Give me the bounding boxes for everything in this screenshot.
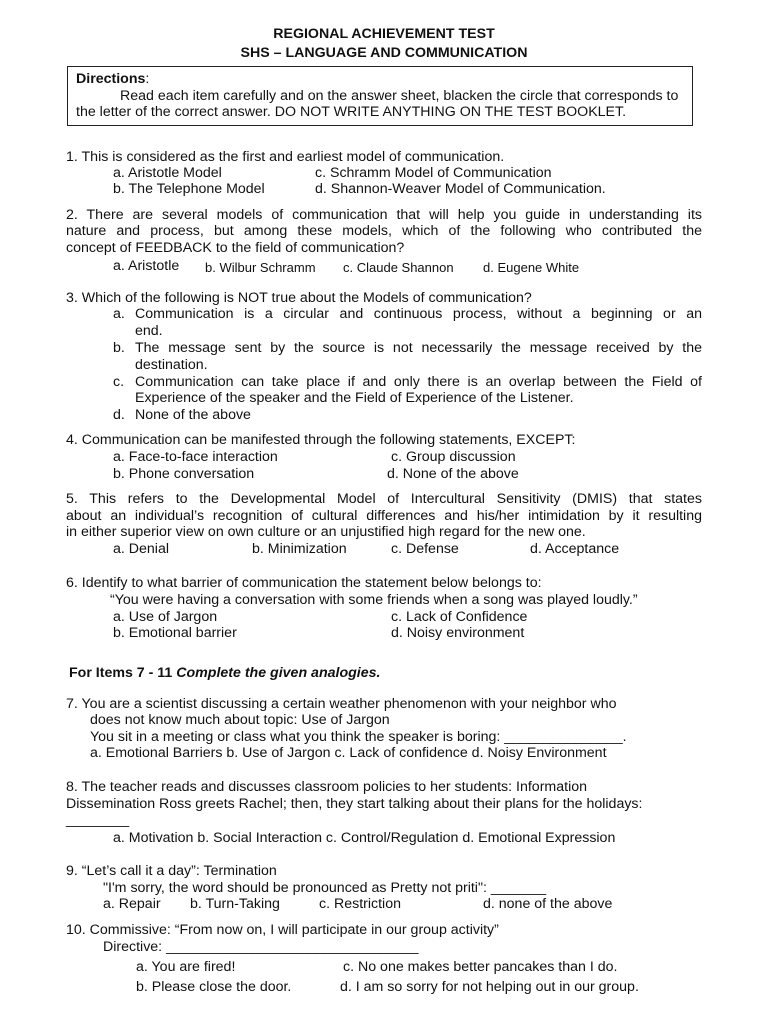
question-7-line-1: 7. You are a scientist discussing a certain weather phenomenon with your neighbor who — [66, 696, 617, 712]
directions-line-1: Read each item carefully and on the answer sheet, blacken the circle that corresponds to — [120, 88, 679, 104]
directions-label: Directions: — [76, 71, 150, 87]
question-8-line-3: ________ — [66, 812, 130, 828]
question-3-option-a-line-2: end. — [135, 323, 163, 339]
question-6-quote: “You were having a conversation with some friends when a song was played loudly.” — [110, 592, 638, 608]
question-7-line-2: does not know much about topic: Use of Jargon — [90, 712, 390, 728]
question-10-line-1: 10. Commissive: “From now on, I will participate in our group activity” — [66, 922, 499, 938]
question-3-option-b-line-1: The message sent by the source is not necessarily the message received by the — [135, 340, 702, 356]
question-8-line-2: Dissemination Ross greets Rachel; then, they start talking about their plans for the holidays: — [66, 796, 643, 812]
question-5-option-a: a. Denial — [113, 541, 169, 557]
question-3-option-b-line-2: destination. — [135, 357, 208, 373]
question-9-option-d: d. none of the above — [483, 896, 613, 912]
question-1-option-d: d. Shannon-Weaver Model of Communication. — [315, 181, 606, 197]
question-10-option-c: c. No one makes better pancakes than I do. — [343, 959, 618, 975]
question-5-line-2: about an individual’s recognition of cultural differences and his/her intimidation by it resulting — [66, 508, 702, 524]
question-1-option-c: c. Schramm Model of Communication — [315, 165, 552, 181]
question-1-option-a: a. Aristotle Model — [113, 165, 222, 181]
question-9-option-a: a. Repair — [103, 896, 161, 912]
question-5-option-d: d. Acceptance — [530, 541, 620, 557]
question-2-option-a: a. Aristotle — [113, 258, 180, 274]
question-3-option-c-line-2: Experience of the speaker and the Field of Experience of the Listener. — [135, 390, 574, 406]
question-6-option-a: a. Use of Jargon — [113, 609, 218, 625]
question-9-option-b: b. Turn-Taking — [190, 896, 280, 912]
question-2-option-b: b. Wilbur Schramm — [205, 260, 316, 275]
question-5-line-1: 5. This refers to the Developmental Model of Intercultural Sensitivity (DMIS) that states — [66, 491, 702, 507]
question-8-options: a. Motivation b. Social Interaction c. Control/Regulation d. Emotional Expression — [113, 830, 616, 846]
question-3-option-a-line-1: Communication is a circular and continuous process, without a beginning or an — [135, 306, 702, 322]
question-9-line-2: "I'm sorry, the word should be pronounced as Pretty not priti": _______ — [103, 880, 547, 896]
question-10-option-a: a. You are fired! — [136, 959, 236, 975]
question-5-option-c: c. Defense — [391, 541, 459, 557]
question-4-option-b: b. Phone conversation — [113, 466, 255, 482]
directions-line-2: the letter of the correct answer. DO NOT WRITE ANYTHING ON THE TEST BOOKLET. — [76, 104, 627, 120]
question-9-option-c: c. Restriction — [319, 896, 401, 912]
test-subtitle: SHS – LANGUAGE AND COMMUNICATION — [240, 45, 528, 61]
question-1-option-b: b. The Telephone Model — [113, 181, 265, 197]
question-10-line-2: Directive: ________________________________ — [103, 939, 419, 955]
question-3-stem: 3. Which of the following is NOT true about the Models of communication? — [66, 290, 532, 306]
question-2-option-c: c. Claude Shannon — [343, 260, 454, 275]
question-6-stem: 6. Identify to what barrier of communication the statement below belongs to: — [66, 575, 542, 591]
question-3-option-d-letter: d. — [113, 407, 125, 423]
question-3-option-c-line-1: Communication can take place if and only there is an overlap between the Field of — [135, 374, 702, 390]
question-5-option-b: b. Minimization — [252, 541, 347, 557]
question-7-options: a. Emotional Barriers b. Use of Jargon c. Lack of confidence d. Noisy Environment — [90, 745, 607, 761]
question-6-option-c: c. Lack of Confidence — [391, 609, 528, 625]
section-heading: For Items 7 - 11 Complete the given analogies. — [69, 665, 381, 681]
test-title: REGIONAL ACHIEVEMENT TEST — [273, 26, 495, 42]
question-3-option-c-letter: c. — [113, 374, 125, 390]
question-8-line-1: 8. The teacher reads and discusses classroom policies to her students: Information — [66, 779, 588, 795]
question-3-option-d: None of the above — [135, 407, 251, 423]
question-3-option-a-letter: a. — [113, 306, 125, 322]
question-4-option-c: c. Group discussion — [391, 449, 516, 465]
question-10-option-d: d. I am so sorry for not helping out in our group. — [340, 979, 639, 995]
question-1-stem: 1. This is considered as the first and earliest model of communication. — [66, 149, 505, 165]
question-4-option-a: a. Face-to-face interaction — [113, 449, 278, 465]
question-2-line-1: 2. There are several models of communication that will help you guide in understanding its — [66, 207, 702, 223]
question-2-option-d: d. Eugene White — [483, 260, 580, 275]
question-2-line-3: concept of FEEDBACK to the field of communication? — [66, 240, 405, 256]
question-2-line-2: nature and process, but among these models, which of the following who contributed the — [66, 223, 702, 239]
question-7-line-3: You sit in a meeting or class what you think the speaker is boring: _______________. — [90, 729, 627, 745]
question-9-line-1: 9. “Let’s call it a day”: Termination — [66, 863, 277, 879]
question-3-option-b-letter: b. — [113, 340, 125, 356]
question-6-option-b: b. Emotional barrier — [113, 625, 237, 641]
question-4-stem: 4. Communication can be manifested through the following statements, EXCEPT: — [66, 432, 576, 448]
question-5-line-3: in either superior view on own culture or an unjustified high regard for the new one. — [66, 524, 586, 540]
question-4-option-d: d. None of the above — [387, 466, 519, 482]
question-10-option-b: b. Please close the door. — [136, 979, 292, 995]
question-6-option-d: d. Noisy environment — [391, 625, 525, 641]
